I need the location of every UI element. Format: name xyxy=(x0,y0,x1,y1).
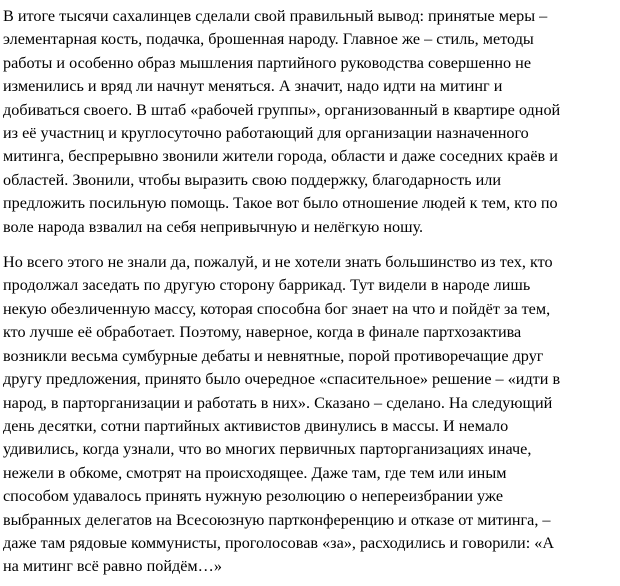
text-line: добиваться своего. В штаб «рабочей группы», организованный в квартире одной xyxy=(3,100,561,119)
text-line: Но всего этого не знали да, пожалуй, и не хотели знать большинство из тех, кто xyxy=(3,253,553,272)
text-line: возникли весьма сумбурные дебаты и невнятные, порой противоречащие друг xyxy=(3,346,544,365)
text-line: работы и особенно образ мышления партийного руководства совершенно не xyxy=(3,53,532,72)
text-line: нежели в обкоме, смотрят на происходящее. Даже там, где тем или иным xyxy=(3,463,507,482)
text-line: кто лучше её обработает. Поэтому, наверное, когда в финале партхозактива xyxy=(3,323,522,342)
paragraph-2 xyxy=(3,251,617,579)
text-line: выбранных делегатов на Всесоюзную партконференцию и отказе от митинга, – xyxy=(3,510,551,529)
text-line: день десятки, сотни партийных активистов двинулись в массы. И немало xyxy=(3,416,509,435)
text-line: изменились и вряд ли начнут меняться. А значит, надо идти на митинг и xyxy=(3,77,503,96)
text-line: способом удавалось принять нужную резолюцию о непереизбрании уже xyxy=(3,487,504,506)
text-line: областей. Звонили, чтобы выразить свою поддержку, благодарность или xyxy=(3,170,501,189)
text-line: некую обезличенную массу, которая способна бог знает на что и пойдёт за тем, xyxy=(3,299,551,318)
text-line: продолжал заседать по другую сторону баррикад. Тут видели в народе лишь xyxy=(3,276,531,295)
text-line: элементарная кость, подачка, брошенная народу. Главное же – стиль, методы xyxy=(3,30,534,49)
text-line: на митинг всё равно пойдём…» xyxy=(3,557,222,576)
text-line: воле народа взвалил на себя непривычную и нелёгкую ношу. xyxy=(3,217,424,236)
text-line: даже там рядовые коммунисты, проголосовав «за», расходились и говорили: «А xyxy=(3,533,555,552)
text-line: митинга, беспрерывно звонили жители города, области и даже соседних краёв и xyxy=(3,147,558,166)
text-line: народ, в парторганизации и работать в них». Сказано – сделано. На следующий xyxy=(3,393,553,412)
text-line: из её участниц и круглосуточно работающий для организации назначенного xyxy=(3,124,529,143)
text-line: другу предложения, принято было очередное «спасительное» решение – «идти в xyxy=(3,370,561,389)
text-line: удивились, когда узнали, что во многих первичных парторганизациях иначе, xyxy=(3,440,532,459)
text-line: В итоге тысячи сахалинцев сделали свой правильный вывод: принятые меры – xyxy=(3,7,548,25)
text-line: предложить посильную помощь. Такое вот было отношение людей к тем, кто по xyxy=(3,194,558,213)
paragraph-1 xyxy=(3,5,617,239)
